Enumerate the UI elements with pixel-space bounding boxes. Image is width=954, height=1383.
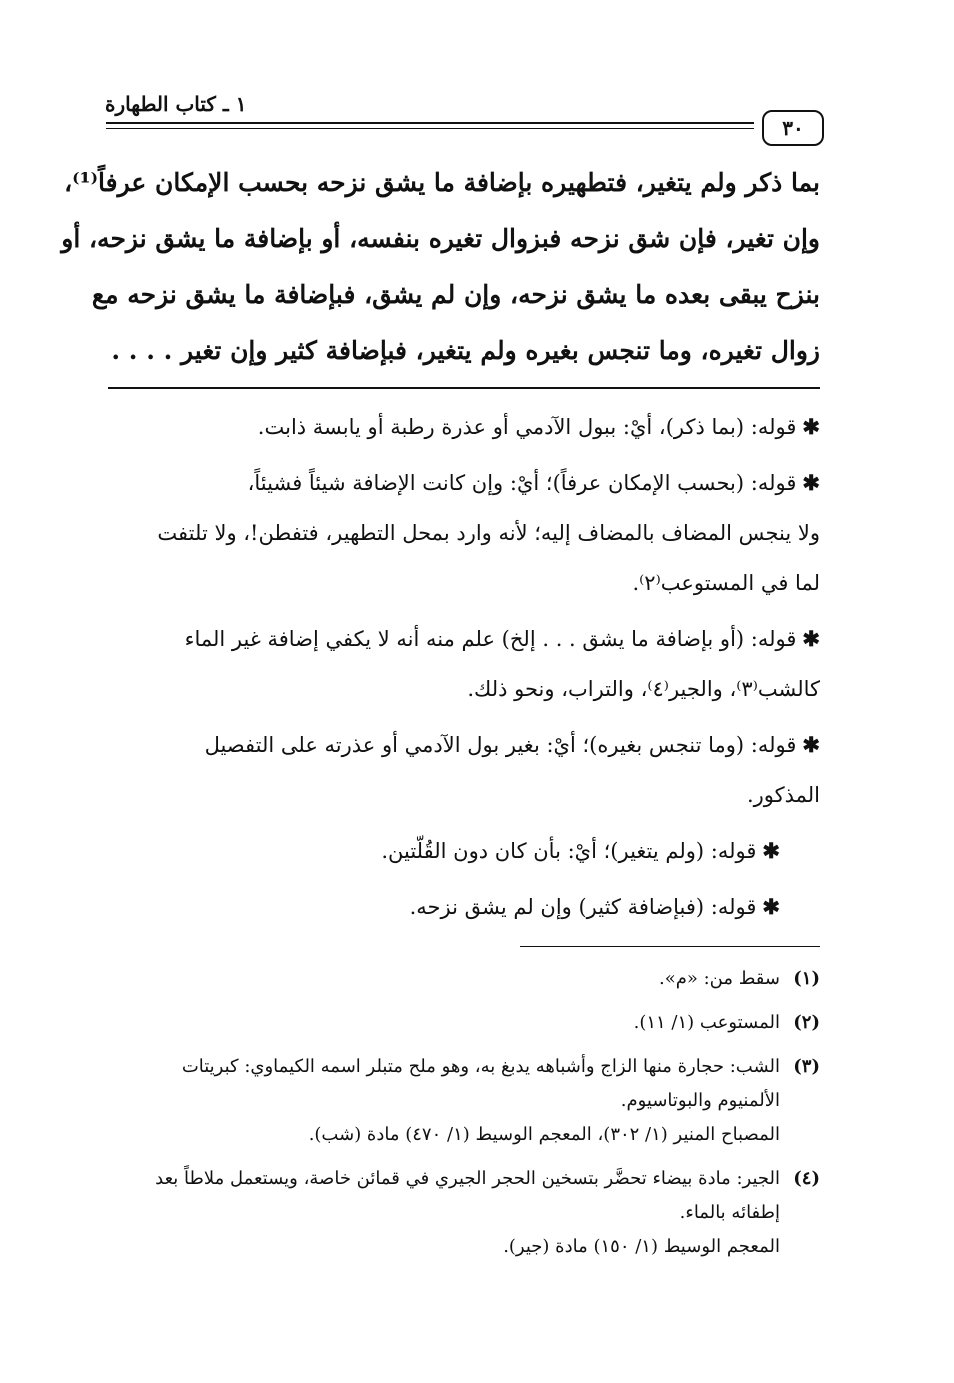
commentary-section [108, 402, 820, 938]
commentary-note [108, 458, 820, 608]
commentary-line: المذكور. [746, 783, 820, 807]
main-text-line: زوال تغيره، وما تنجس بغيره ولم يتغير، فبإضافة كثير وإن تغير . . . . [111, 336, 820, 365]
footnote [108, 962, 820, 996]
footnote-number: (٤) [793, 1168, 820, 1189]
commentary-line: ✱قوله: (ولم يتغير)؛ أيْ: بأن كان دون القُلّتين. [381, 838, 780, 863]
commentary-note [108, 882, 820, 932]
commentary-note [108, 402, 820, 452]
footnote-line: المصباح المنير (١/ ٣٠٢)، المعجم الوسيط (١/ ٤٧٠) مادة (شب). [308, 1124, 780, 1145]
footnotes-section [108, 962, 820, 1274]
footnote-line: الشب: حجارة منها الزاج وأشباهه يدبغ به، وهو ملح متبلر اسمه الكيماوي: كبريتات [181, 1056, 780, 1077]
asterisk-icon: ✱ [802, 732, 820, 757]
commentary-note [108, 614, 820, 714]
commentary-line: لما في المستوعب⁽٢⁾. [632, 571, 820, 595]
commentary-line: ✱قوله: (بما ذكر)، أيْ: ببول الآدمي أو عذرة رطبة أو يابسة ذابت. [257, 414, 820, 439]
header-rule-thin [106, 128, 754, 129]
asterisk-icon: ✱ [762, 838, 780, 863]
commentary-line: ولا ينجس المضاف بالمضاف إليه؛ لأنه وارد بمحل التطهير، فتفطن!، ولا تلتفت [157, 521, 820, 545]
footnote-divider [520, 946, 820, 947]
asterisk-icon: ✱ [762, 894, 780, 919]
commentary-note [108, 720, 820, 820]
asterisk-icon: ✱ [802, 626, 820, 651]
header-rule [106, 122, 754, 124]
footnote-line: سقط من: «م». [658, 968, 780, 989]
footnote-line: الجير: مادة بيضاء تحضَّر بتسخين الحجر الجيري في قمائن خاصة، ويستعمل ملاطاً بعد [155, 1168, 780, 1189]
footnote [108, 1006, 820, 1040]
footnote-line: إطفائه بالماء. [679, 1202, 780, 1223]
commentary-line: ✱قوله: (فبإضافة كثير) وإن لم يشق نزحه. [409, 894, 780, 919]
commentary-line: ✱قوله: (وما تنجس بغيره)؛ أيْ: بغير بول الآدمي أو عذرته على التفصيل [204, 732, 820, 757]
main-text-line: بما ذكر ولم يتغير، فتطهيره بإضافة ما يشق نزحه بحسب الإمكان عرفاً⁽¹⁾، [64, 168, 820, 197]
footnote-number: (١) [793, 968, 820, 989]
footnote-number: (٣) [793, 1056, 820, 1077]
footnote [108, 1050, 820, 1152]
footnote-line: الألمنيوم والبوتاسيوم. [620, 1090, 780, 1111]
footnote-line: المستوعب (١/ ١١). [633, 1012, 780, 1033]
footnote-line: المعجم الوسيط (١/ ١٥٠) مادة (جير). [503, 1236, 780, 1257]
commentary-line: كالشب⁽٣⁾، والجير⁽٤⁾، والتراب، ونحو ذلك. [467, 677, 820, 701]
footnote-body [108, 1006, 780, 1040]
main-text [61, 155, 820, 379]
page-number: ٣٠ [762, 110, 824, 146]
chapter-title: ١ ـ كتاب الطهارة [105, 92, 247, 116]
commentary-line: ✱قوله: (أو بإضافة ما يشق . . . إلخ) علم منه أنه لا يكفي إضافة غير الماء [184, 626, 820, 651]
footnote-body [108, 1162, 780, 1264]
footnote-body [108, 1050, 780, 1152]
main-text-divider [108, 387, 820, 389]
asterisk-icon: ✱ [802, 470, 820, 495]
footnote [108, 1162, 820, 1264]
main-text-line: بنزح يبقى بعده ما يشق نزحه، وإن لم يشق، فبإضافة ما يشق نزحه مع [91, 280, 820, 309]
commentary-note [108, 826, 820, 876]
footnote-body [108, 962, 780, 996]
commentary-line: ✱قوله: (بحسب الإمكان عرفاً)؛ أيْ: وإن كانت الإضافة شيئاً فشيئاً، [247, 470, 820, 495]
footnote-number: (٢) [793, 1012, 820, 1033]
asterisk-icon: ✱ [802, 414, 820, 439]
main-text-line: وإن تغير، فإن شق نزحه فبزوال تغيره بنفسه، أو بإضافة ما يشق نزحه، أو [61, 224, 820, 253]
